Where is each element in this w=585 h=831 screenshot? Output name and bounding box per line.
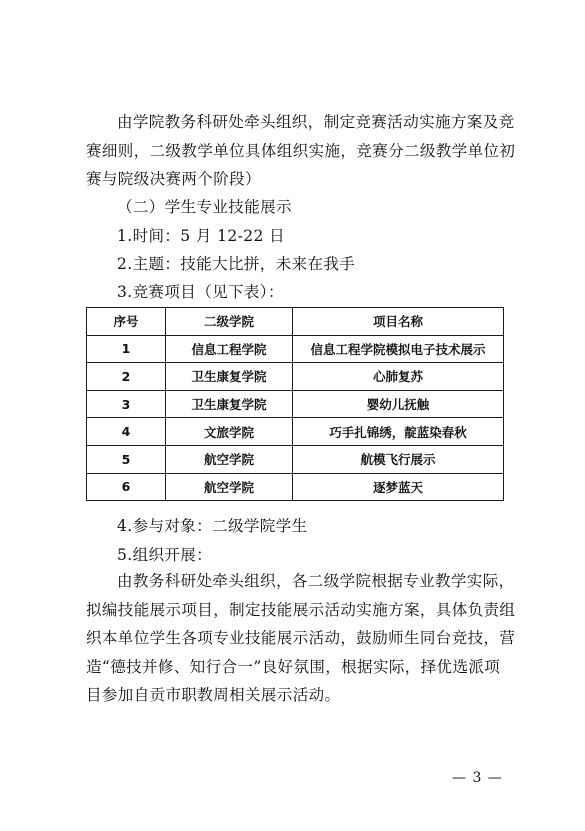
list-item-organization: 5.组织开展： bbox=[117, 546, 213, 564]
cell-index: 1 bbox=[87, 335, 166, 363]
list-item-participants: 4.参与对象：二级学院学生 bbox=[117, 517, 308, 535]
cell-college: 文旅学院 bbox=[166, 418, 293, 446]
cell-index: 2 bbox=[87, 363, 166, 391]
table-row bbox=[87, 445, 504, 473]
list-item-theme: 2.主题：技能大比拼，未来在我手 bbox=[117, 255, 356, 273]
cell-index: 4 bbox=[87, 418, 166, 446]
organization-paragraph: 由教务科研处牵头组织，各二级学院根据专业教学实际，拟编技能展示项目，制定技能展示活动实施方案，具体负责组织本单位学生各项专业技能展示活动，鼓励师生同台竞技，营造“德技并修、知行合一”良好氛围，根据实际，择优选派项目参加自贡市职教周相关展示活动。 bbox=[86, 572, 516, 705]
table-header-row bbox=[87, 308, 504, 336]
cell-college: 卫生康复学院 bbox=[166, 390, 293, 418]
list-item-projects: 3.竞赛项目（见下表）： bbox=[117, 283, 284, 301]
cell-project: 婴幼儿抚触 bbox=[293, 390, 504, 418]
cell-college: 卫生康复学院 bbox=[166, 363, 293, 391]
table-row bbox=[87, 473, 504, 501]
header-index: 序号 bbox=[87, 308, 166, 336]
cell-index: 6 bbox=[87, 473, 166, 501]
cell-index: 5 bbox=[87, 445, 166, 473]
section-heading: （二）学生专业技能展示 bbox=[117, 198, 292, 216]
intro-paragraph: 由学院教务科研处牵头组织，制定竞赛活动实施方案及竞赛细则，二级教学单位具体组织实施，竞赛分二级教学单位初赛与院级决赛两个阶段） bbox=[86, 113, 516, 189]
cell-index: 3 bbox=[87, 390, 166, 418]
cell-college: 信息工程学院 bbox=[166, 335, 293, 363]
cell-college: 航空学院 bbox=[166, 445, 293, 473]
page-number: — 3 — bbox=[452, 770, 503, 786]
table-row bbox=[87, 418, 504, 446]
cell-project: 信息工程学院模拟电子技术展示 bbox=[293, 335, 504, 363]
list-item-time: 1.时间：5 月 12-22 日 bbox=[117, 227, 286, 245]
header-project: 项目名称 bbox=[293, 308, 504, 336]
cell-college: 航空学院 bbox=[166, 473, 293, 501]
cell-project: 航模飞行展示 bbox=[293, 445, 504, 473]
competition-table bbox=[86, 307, 504, 501]
cell-project: 巧手扎锦绣，靛蓝染春秋 bbox=[293, 418, 504, 446]
cell-project: 逐梦蓝天 bbox=[293, 473, 504, 501]
table-row bbox=[87, 363, 504, 391]
header-college: 二级学院 bbox=[166, 308, 293, 336]
table-row bbox=[87, 390, 504, 418]
table-row bbox=[87, 335, 504, 363]
cell-project: 心肺复苏 bbox=[293, 363, 504, 391]
